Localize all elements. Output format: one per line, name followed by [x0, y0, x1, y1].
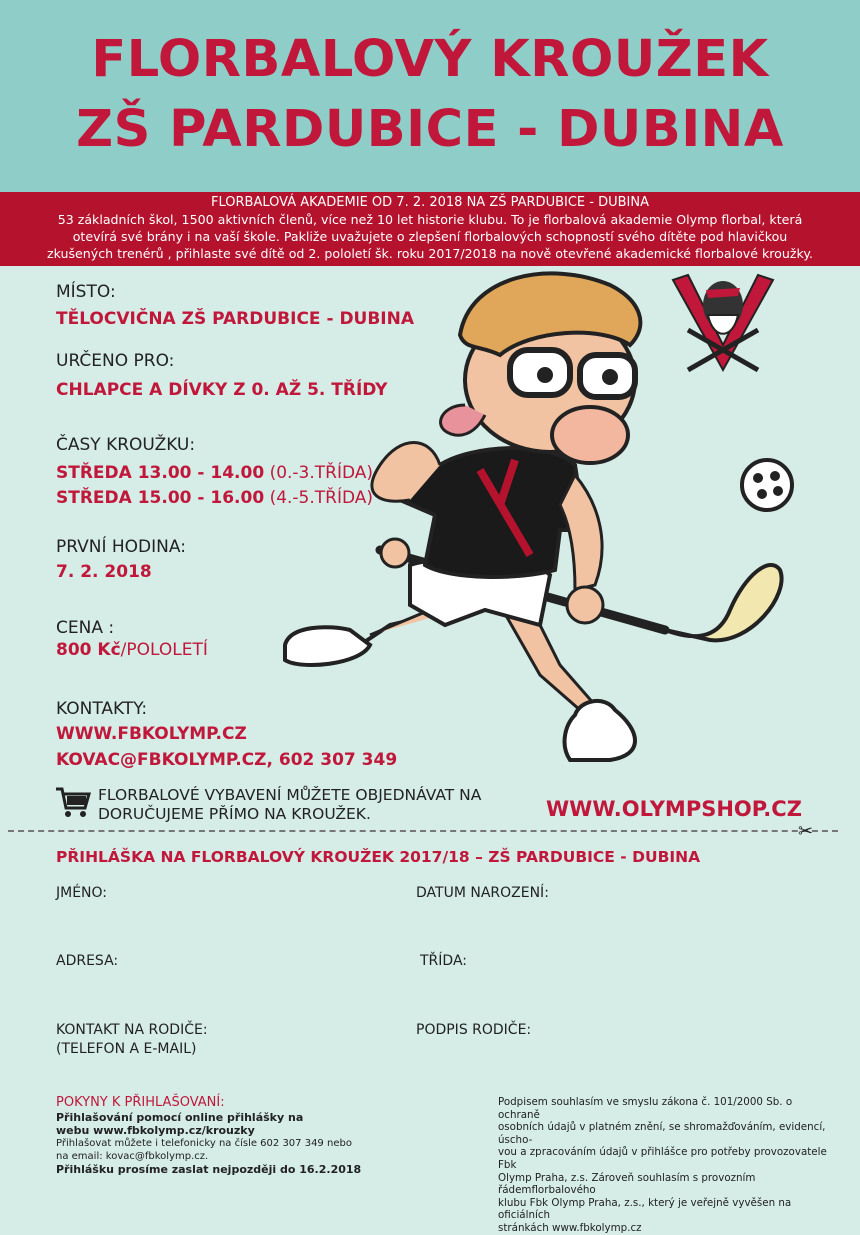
banner-text-line1: 53 základních škol, 1500 aktivních členů, více než 10 let historie klubu. To je florbalová akademie Olymp florbal, která — [57, 212, 803, 227]
shop-url[interactable]: WWW.OLYMPSHOP.CZ — [546, 797, 802, 821]
banner-heading: FLORBALOVÁ AKADEMIE OD 7. 2. 2018 NA ZŠ PARDUBICE - DUBINA — [211, 195, 649, 210]
form-name-label: JMÉNO: — [56, 885, 108, 901]
registration-instructions — [56, 1096, 386, 1176]
form-birth-label: DATUM NAROZENÍ: — [416, 885, 549, 901]
place-value: TĚLOCVIČNA ZŠ PARDUBICE - DUBINA — [56, 309, 415, 329]
for-label: URČENO PRO: — [56, 351, 175, 371]
for-value: CHLAPCE A DÍVKY Z 0. AŽ 5. TŘÍDY — [56, 380, 388, 400]
page-title-line2: ZŠ PARDUBICE - DUBINA — [76, 100, 784, 159]
page-title-line1: FLORBALOVÝ KROUŽEK — [91, 30, 769, 89]
club-logo — [668, 270, 778, 385]
price-value: 800 Kč — [56, 640, 121, 660]
form-contact-sublabel: (TELEFON A E-MAIL) — [56, 1041, 197, 1057]
consent-line: Podpisem souhlasím ve smyslu zákona č. 101/2000 Sb. o ochraně — [498, 1096, 793, 1121]
price-label: CENA : — [56, 618, 115, 638]
header-band — [0, 0, 860, 192]
time1-main: STŘEDA 13.00 - 14.00 — [56, 463, 265, 483]
consent-line: vou a zpracováním údajů v přihlášce pro potřeby provozovatele Fbk — [498, 1146, 827, 1171]
price — [56, 640, 208, 660]
consent-text — [498, 1096, 828, 1235]
web-link[interactable]: WWW.FBKOLYMP.CZ — [56, 724, 247, 744]
instructions-phone2: na email: kovac@fbkolymp.cz. — [56, 1151, 209, 1162]
shop-text — [98, 786, 481, 824]
consent-line: Olymp Praha, z.s. Zároveň souhlasím s provozním řádemflorbalového — [498, 1171, 756, 1197]
consent-line: klubu Fbk Olymp Praha, z.s., který je veřejně vyvěšen na oficiálních — [498, 1196, 792, 1222]
form-contact-label: KONTAKT NA RODIČE: — [56, 1022, 208, 1038]
scissors-icon: ✂ — [798, 821, 814, 842]
first-lesson-label: PRVNÍ HODINA: — [56, 537, 186, 557]
form-class-label: TŘÍDA: — [420, 953, 467, 969]
email-phone[interactable]: KOVAC@FBKOLYMP.CZ, 602 307 349 — [56, 750, 398, 770]
form-signature-label: PODPIS RODIČE: — [416, 1022, 532, 1038]
intro-banner — [0, 192, 860, 266]
shop-line1: FLORBALOVÉ VYBAVENÍ MŮŽETE OBJEDNÁVAT NA — [98, 786, 482, 804]
shopping-cart-icon — [55, 786, 91, 818]
first-lesson-value: 7. 2. 2018 — [56, 562, 152, 582]
instructions-deadline: Přihlášku prosíme zaslat nejpozději do 16.2.2018 — [56, 1163, 362, 1176]
contacts-label: KONTAKTY: — [56, 699, 148, 719]
instructions-heading: POKYNY K PŘIHLAŠOVANÍ: — [56, 1095, 225, 1110]
form-heading: PŘIHLÁŠKA NA FLORBALOVÝ KROUŽEK 2017/18 – ZŠ PARDUBICE - DUBINA — [56, 848, 701, 866]
time2-note: (4.-5.TŘÍDA) — [264, 488, 374, 508]
time2-main: STŘEDA 15.00 - 16.00 — [56, 488, 265, 508]
banner-text-line2: otevírá své brány i na vaší škole. Pakliže uvažujete o zlepšení florbalových schopností svého dítěte pod hlavičkou — [72, 229, 788, 244]
banner-text-line3: zkušených trenérů , přihlaste své dítě od 2. pololetí šk. roku 2017/2018 na nově otevřené akademické florbalové kroužky. — [46, 246, 813, 261]
consent-line: stránkách www.fbkolymp.cz — [498, 1221, 642, 1234]
consent-line: osobních údajů v platném znění, se shromažďováním, evidencí, úscho- — [498, 1121, 826, 1146]
cut-line — [8, 830, 838, 832]
place-label: MÍSTO: — [56, 282, 116, 302]
shop-line2: DORUČUJEME PŘÍMO NA KROUŽEK. — [98, 805, 371, 823]
instructions-online2: webu www.fbkolymp.cz/krouzky — [56, 1124, 255, 1137]
form-address-label: ADRESA: — [56, 953, 119, 969]
times-label: ČASY KROUŽKU: — [56, 435, 196, 455]
time1-note: (0.-3.TŘÍDA) — [264, 463, 374, 483]
price-unit: /POLOLETÍ — [120, 640, 208, 660]
instructions-phone1: Přihlašovat můžete i telefonicky na čísle 602 307 349 nebo — [56, 1138, 352, 1149]
instructions-online1: Přihlašování pomocí online přihlášky na — [56, 1111, 304, 1124]
